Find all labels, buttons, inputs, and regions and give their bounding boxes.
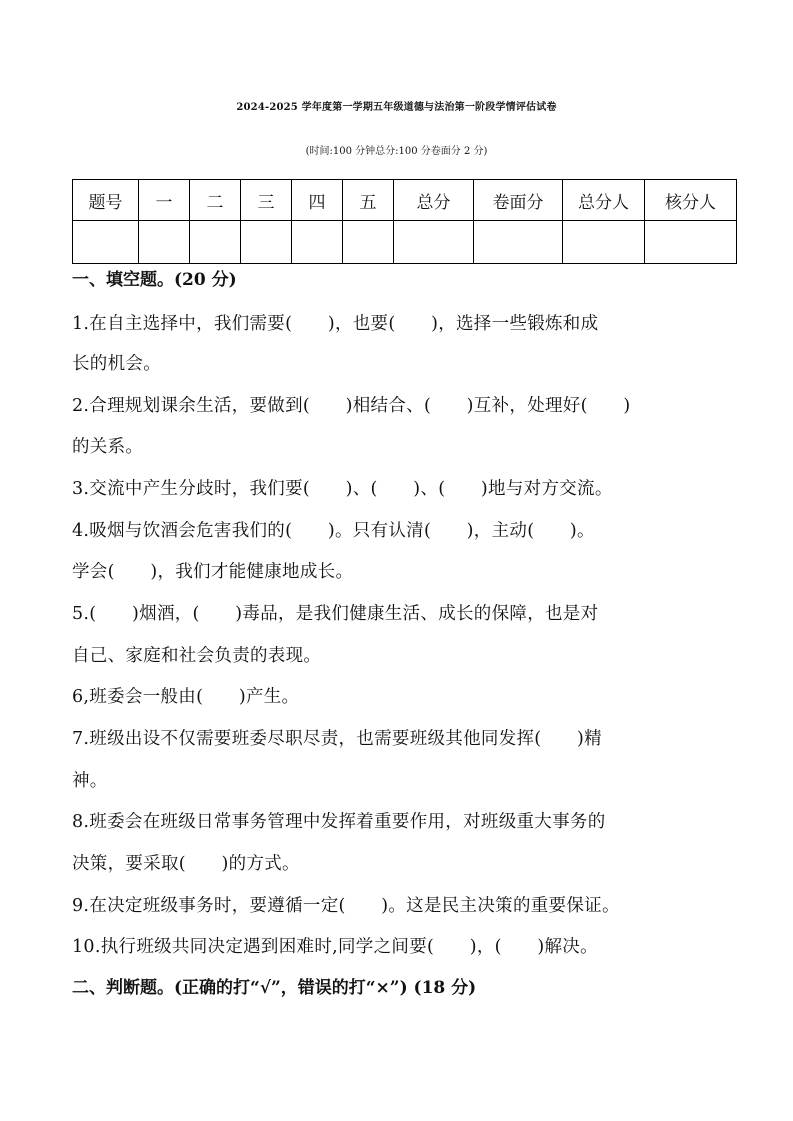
question-line: 自己、家庭和社会负责的表现。 — [72, 646, 322, 666]
score-header-cell: 五 — [343, 180, 394, 221]
score-table — [72, 179, 737, 264]
question-line: 长的机会。 — [72, 354, 161, 374]
score-cell[interactable] — [343, 221, 394, 264]
question-line: 2.合理规划课余生活，要做到( )相结合、( )互补，处理好( ) — [72, 396, 631, 416]
score-cell[interactable] — [73, 221, 139, 264]
score-header-cell: 三 — [241, 180, 292, 221]
score-cell[interactable] — [139, 221, 190, 264]
score-header-cell: 四 — [292, 180, 343, 221]
question-line: 神。 — [72, 771, 108, 791]
question-line: 4.吸烟与饮酒会危害我们的( )。只有认清( )，主动( )。 — [72, 521, 595, 541]
score-table-blank-row — [73, 221, 737, 264]
question-line: 5.( )烟酒，( )毒品，是我们健康生活、成长的保障，也是对 — [72, 604, 599, 624]
exam-title: 2024-2025 学年度第一学期五年级道德与法治第一阶段学情评估试卷 — [236, 102, 557, 113]
question-line: 8.班委会在班级日常事务管理中发挥着重要作用，对班级重大事务的 — [72, 812, 606, 832]
score-cell[interactable] — [645, 221, 737, 264]
exam-subtitle: (时间:100 分钟总分:100 分卷面分 2 分) — [305, 146, 488, 157]
question-line: 决策，要采取( )的方式。 — [72, 854, 300, 874]
section2-heading: 二、判断题。(正确的打“√”，错误的打“×”) (18 分) — [72, 978, 477, 998]
score-header-cell: 总分 — [394, 180, 474, 221]
score-table-header-row — [73, 180, 737, 221]
score-cell[interactable] — [394, 221, 474, 264]
question-line: 的关系。 — [72, 437, 144, 457]
question-line: 1.在自主选择中，我们需要( )，也要( )，选择一些锻炼和成 — [72, 314, 599, 334]
question-line: 10.执行班级共同决定遇到困难时,同学之间要( )，( )解决。 — [72, 937, 598, 957]
score-header-cell: 总分人 — [563, 180, 645, 221]
question-line: 7.班级出设不仅需要班委尽职尽责，也需要班级其他同发挥( )精 — [72, 729, 602, 749]
score-cell[interactable] — [241, 221, 292, 264]
score-cell[interactable] — [474, 221, 563, 264]
score-header-cell: 题号 — [73, 180, 139, 221]
question-line: 学会( )，我们才能健康地成长。 — [72, 562, 354, 582]
score-cell[interactable] — [292, 221, 343, 264]
score-cell[interactable] — [563, 221, 645, 264]
score-cell[interactable] — [190, 221, 241, 264]
question-line: 9.在决定班级事务时，要遵循一定( )。这是民主决策的重要保证。 — [72, 896, 620, 916]
score-header-cell: 一 — [139, 180, 190, 221]
score-header-cell: 二 — [190, 180, 241, 221]
score-header-cell: 卷面分 — [474, 180, 563, 221]
section1-heading: 一、填空题。(20 分) — [72, 270, 237, 290]
question-line: 6,班委会一般由( )产生。 — [72, 687, 300, 707]
question-line: 3.交流中产生分歧时，我们要( )、( )、( )地与对方交流。 — [72, 479, 613, 499]
score-header-cell: 核分人 — [645, 180, 737, 221]
